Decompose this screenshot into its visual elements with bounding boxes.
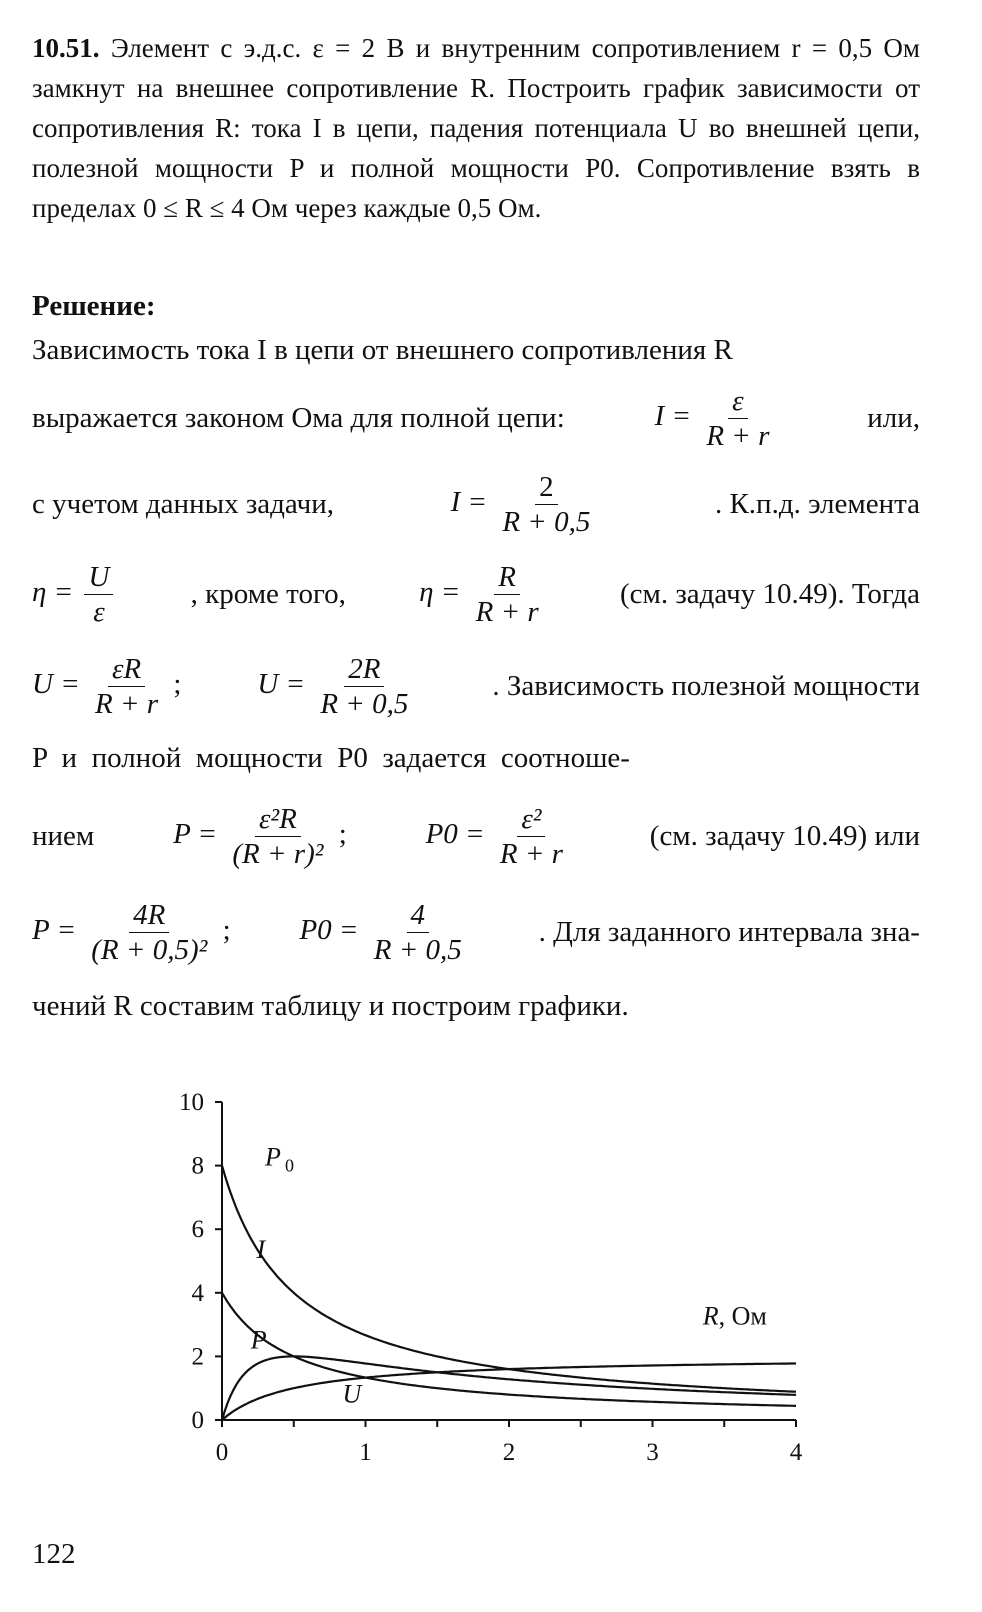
solution-text: , кроме того,	[190, 577, 346, 610]
fraction: $\frac{2R}{R + 0,5}$	[320, 652, 409, 720]
y-tick-label: 10	[179, 1089, 204, 1116]
solution-text: (см. задачу 10.49) или	[649, 819, 920, 852]
line-chart	[150, 1080, 850, 1520]
formula: P = $\frac{4R}{\text{(R + 0,5)²}}$ ;	[32, 898, 231, 966]
problem-number: 10.51.	[32, 33, 100, 63]
y-tick-label: 4	[191, 1279, 204, 1307]
x-tick-label: 1	[359, 1439, 372, 1466]
solution-text: выражается законом Ома для полной цепи:	[32, 401, 565, 434]
formula: P0 = $\frac{4}{R + 0,5}$	[299, 898, 469, 967]
fraction: $\frac{U}{\varepsilon}$	[84, 560, 113, 629]
fraction: $\frac{4}{R + 0,5}$	[373, 898, 462, 966]
fraction: $\frac{\text{ε²R}}{\text{(R + r)²}}$	[232, 802, 324, 870]
solution-line-6	[32, 738, 920, 778]
formula: I = $\frac{\varepsilon}{R + r}$	[655, 384, 778, 453]
series-label-p0: P $_0$	[265, 1142, 294, 1176]
formula: η = $\frac{R}{R + r}$	[419, 560, 547, 629]
solution-text: . Зависимость полезной мощности	[492, 669, 920, 702]
solution-text: . Для заданного интервала зна-	[538, 915, 920, 948]
formula: I = $\frac{2}{R + 0,5}$	[451, 470, 599, 539]
page-number: 122	[32, 1538, 76, 1570]
solution-text: . К.п.д. элемента	[714, 487, 920, 520]
y-tick-label: 0	[191, 1407, 204, 1434]
fraction: $\frac{\varepsilon}{R + r}$	[706, 384, 770, 452]
solution-line-4	[32, 556, 920, 632]
solution-heading: Решение:	[32, 290, 156, 322]
fraction: $\frac{\varepsilon R}{R + r}$	[95, 652, 159, 720]
fraction: $\frac{2}{R + 0,5}$	[502, 470, 591, 538]
solution-line-2	[32, 380, 920, 456]
problem-text: Элемент с э.д.с. ε = 2 В и внутренним сопротивлением r = 0,5 Ом замкнут на внешнее сопротивление R. Построить график зависимости от сопротивления R: тока I в цепи, падения потенциала U во внешней цепи, полезной мощности P и полной мощности P0. Сопротивление взять в пределах 0 ≤ R ≤ 4 Ом через каждые 0,5 Ом.	[32, 33, 920, 223]
series-label-i: I	[256, 1234, 266, 1264]
problem-statement	[32, 28, 920, 228]
solution-line-9	[32, 986, 920, 1026]
solution-text: Зависимость тока I в цепи от внешнего сопротивления R	[32, 333, 733, 366]
x-tick-label: 2	[502, 1439, 516, 1466]
x-tick-label: 4	[789, 1439, 803, 1466]
solution-text: нием	[32, 819, 95, 852]
series-label-u: U	[342, 1379, 362, 1409]
solution-line-5	[32, 648, 920, 724]
fraction: $\frac{R}{R + r}$	[475, 560, 539, 628]
figure	[150, 1080, 850, 1520]
x-tick-label: 0	[215, 1439, 229, 1466]
x-axis-label: R, Ом	[702, 1301, 767, 1331]
solution-line-7	[32, 792, 920, 880]
solution-line-8	[32, 888, 920, 976]
solution-text: с учетом данных задачи,	[32, 487, 334, 520]
solution-text: P и полной мощности P0 задается соотноше-	[32, 741, 630, 774]
formula: P0 = $\frac{\text{ε²}}{R + r}$	[426, 802, 571, 871]
formula: η = $\frac{U}{\varepsilon}$	[32, 560, 117, 629]
formula: U = $\frac{2R}{R + 0,5}$	[257, 652, 416, 721]
fraction: $\frac{4R}{\text{(R + 0,5)²}}$	[91, 898, 208, 966]
solution-line-3	[32, 466, 920, 542]
fraction: $\frac{\text{ε²}}{R + r}$	[499, 802, 563, 870]
y-tick-label: 8	[191, 1152, 204, 1180]
solution-text: или,	[867, 401, 920, 434]
solution-text: чений R составим таблицу и построим графики.	[32, 989, 629, 1022]
formula: P = $\frac{\text{ε²R}}{\text{(R + r)²}}$ ;	[173, 802, 347, 870]
y-tick-label: 6	[191, 1216, 204, 1244]
y-tick-label: 2	[191, 1343, 204, 1371]
solution-text: (см. задачу 10.49). Тогда	[619, 577, 920, 610]
solution-line-1	[32, 330, 920, 370]
series-label-p: P	[250, 1325, 267, 1355]
formula: U = $\frac{\varepsilon R}{R + r}$ ;	[32, 652, 182, 720]
x-tick-label: 3	[646, 1439, 659, 1466]
